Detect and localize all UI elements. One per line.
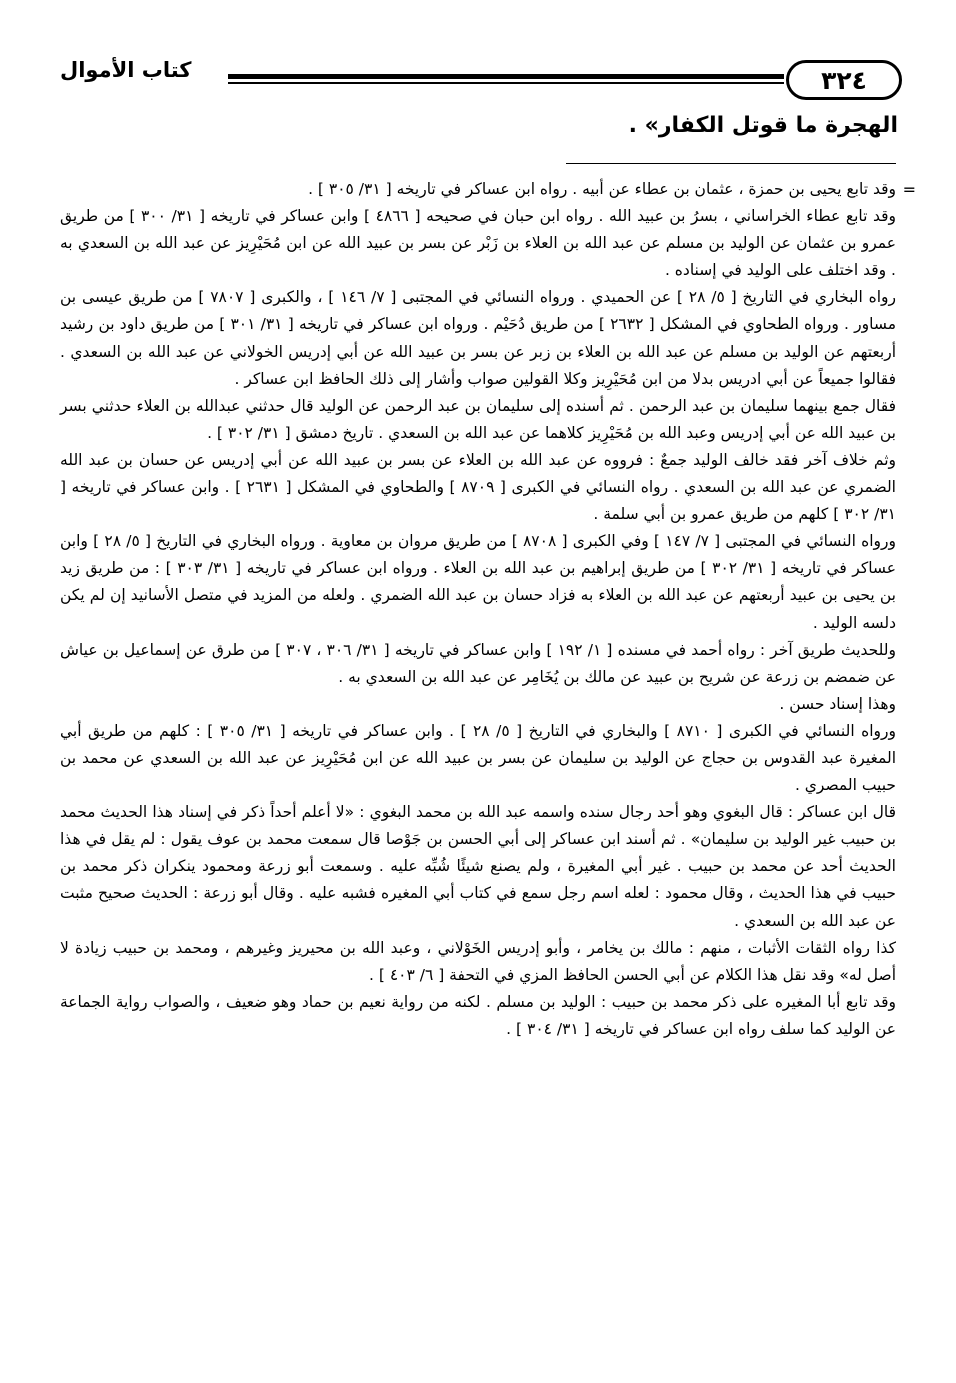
page-number: ٣٢٤ xyxy=(786,60,902,100)
continuation-mark: = xyxy=(902,180,916,199)
footnote-paragraph: كذا رواه الثقات الأثبات ، منهم : مالك بن يخامر ، وأبو إدريس الخَوْلاني ، وعبد الله بن محيريز وغيرهم ، ومحمد بن حبيب زيادة لا أصل له» وقد نقل هذا الكلام عن أبي الحسن الحافظ المزي في التحفة [ ٦/ ٤٠٣ ] . xyxy=(60,938,896,984)
footnotes xyxy=(60,176,896,1043)
footnote-separator xyxy=(566,163,896,164)
footnote-paragraph: وهذا إسناد حسن . xyxy=(779,694,896,713)
footnote-paragraph: فقال جمع بينهما سليمان بن عبد الرحمن . ثم أسنده إلى سليمان بن عبد الرحمن عن الوليد قال حدثني عبدالله بن العلاء حدثني بسر بن عبيد الله عن أبي إدريس وعبد الله بن مُحَيْرِيز كلاهما عن عبد الله بن السعدي . تاريخ دمشق [ ٣١/ ٣٠٢ ] . xyxy=(60,396,896,442)
header-rule-thin xyxy=(228,82,784,84)
footnote-paragraph: ورواه النسائي في الكبرى [ ٨٧١٠ ] والبخاري في التاريخ [ ٥/ ٢٨ ] . وابن عساكر في تاريخه [ ٣١/ ٣٠٥ ] : كلهم من طريق أبي المغيرة عبد القدوس بن حجاج عن الوليد بن سليمان عن بسر بن عبيد الله عن ابن مُحَيْرِيز عن عبد الله بن السعدي عن محمد بن حبيب المصري . xyxy=(60,721,896,795)
footnote-paragraph: وقد تابع يحيى بن حمزة ، عثمان بن عطاء عن أبيه . رواه ابن عساكر في تاريخه [ ٣١/ ٣٠٥ ] . xyxy=(308,180,896,198)
page-header xyxy=(60,50,902,106)
footnote-paragraph: وقد تابع عطاء الخراساني ، بسرُ بن عبيد الله . رواه ابن حبان في صحيحه [ ٤٨٦٦ ] وابن عساكر في تاريخه [ ٣١/ ٣٠٠ ] من طريق عمرو بن عثمان عن الوليد بن مسلم عن عبد الله بن العلاء بن زَبْر عن بسر بن عبيد الله عن ابن مُحَيْرِيز عن عبد الله بن السعدي به . وقد اختلف على الوليد في إسناده . xyxy=(60,207,897,280)
book-title: كتاب الأموال xyxy=(60,58,192,82)
footnote-paragraph: وللحديث طريق آخر : رواه أحمد في مسنده [ ١/ ١٩٢ ] وابن عساكر في تاريخه [ ٣١/ ٣٠٦ ، ٣٠٧ ] من طرق عن إسماعيل بن عياش عن ضمضم بن زرعة عن شريح بن عبيد عن مالك بن يُخَامِر عن عبد الله بن السعدي به . xyxy=(60,640,897,686)
main-text: الهجرة ما قوتل الكفار» . xyxy=(628,113,898,138)
footnote-paragraph: رواه البخاري في التاريخ [ ٥/ ٢٨ ] عن الحميدي . ورواه النسائي في المجتبى [ ٧/ ١٤٦ ] ، والكبرى [ ٧٨٠٧ ] من طريق عيسى بن مساور . ورواه الطحاوي في المشكل [ ٢٦٣٢ ] من طريق دُحَيْم . ورواه ابن عساكر في تاريخه [ ٣١/ ٣٠١ ] من طريق داود بن رشيد أربعتهم عن الوليد بن مسلم عن عبد الله بن العلاء بن زبر عن بسر بن عبيد الله عن أبي إدريس الخولاني عن عبد الله بن السعدي . فقالوا جميعاً عن أبي ادريس بدلا من ابن مُحَيْرِيز وكلا القولين صواب وأشار إلى ذلك الحافظ ابن عساكر . xyxy=(60,288,897,388)
footnote-paragraph: وقد تابع أبا المغيره على ذكر محمد بن حبيب : الوليد بن مسلم . لكنه من رواية نعيم بن حماد وهو ضعيف ، والصواب رواية الجماعة عن الوليد كما سلف رواه ابن عساكر في تاريخه [ ٣١/ ٣٠٤ ] . xyxy=(60,992,896,1038)
header-rule-thick xyxy=(228,74,784,79)
footnote-paragraph: قال ابن عساكر : قال البغوي وهو أحد رجال سنده واسمه عبد الله بن محمد البغوي : «لا أعلم أحداً ذكر في إسناد هذا الحديث محمد بن حبيب غير الوليد بن سليمان» . ثم أسند ابن عساكر إلى أبي الحسن بن جَوْصا قال سمعت محمد بن عوف يقول : لم يقل في هذا الحديث أحد عن محمد بن حبيب . غير أبي المغيرة ، ولم يصنع شيئًا شُبِّه عليه . وسمعت أبو زرعة ومحمود ينكران ذكر محمد بن حبيب في هذا الحديث ، وقال محمود : لعله اسم رجل سمع في كتاب أبي المغيره فشبه عليه . وقال أبو زرعة : الحديث صحيح مثبت عن عبد الله بن السعدي . xyxy=(60,803,896,930)
footnote-paragraph: ورواه النسائي في المجتبى [ ٧/ ١٤٧ ] وفي الكبرى [ ٨٧٠٨ ] من طريق مروان بن معاوية . ورواه البخاري في التاريخ [ ٥/ ٢٨ ] وابن عساكر في تاريخه [ ٣١/ ٣٠٢ ] من طريق إبراهيم بن عبد الله بن العلاء . ورواه ابن عساكر في تاريخه [ ٣١/ ٣٠٣ ] : من طريق زيد بن يحيى بن عبيد أربعتهم عن عبد الله بن العلاء به فزاد حسان بن عبد الله الضمري . ولعله من المزيد في متصل الأسانيد إن لم يكن دلسه الوليد . xyxy=(60,532,897,632)
footnote-paragraph: وثم خلاف آخر فقد خالف الوليد جمعٌ : فرووه عن عبد الله بن العلاء عن بسر بن عبيد الله عن أبي إدريس عن حسان بن عبد الله الضمري عن عبد الله بن السعدي . رواه النسائي في الكبرى [ ٨٧٠٩ ] والطحاوي في المشكل [ ٢٦٣١ ] . وابن عساكر في تاريخه [ ٣١/ ٣٠٢ ] كلهم من طريق عمرو بن أبي سلمة . xyxy=(60,450,896,524)
